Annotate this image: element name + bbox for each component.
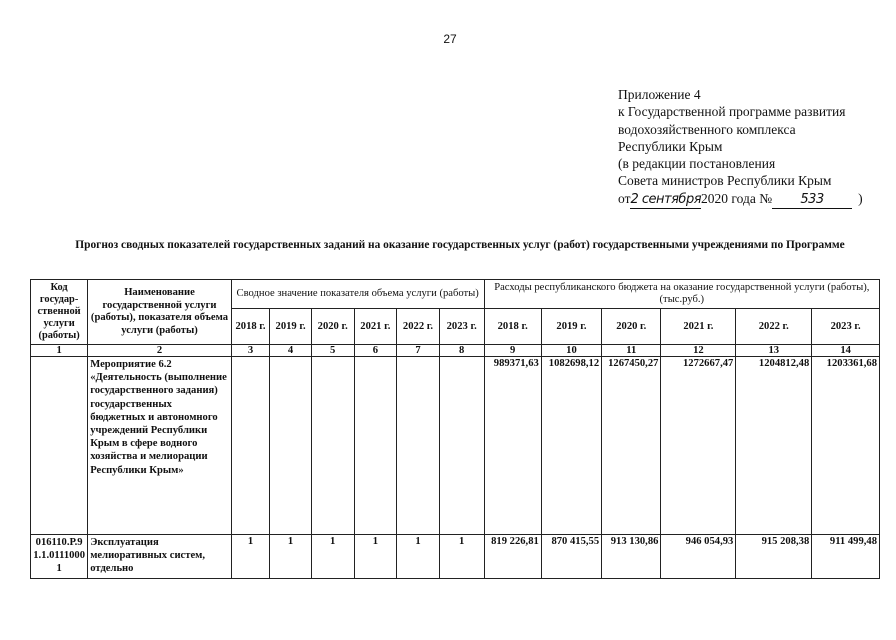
row-expense: 915 208,38 bbox=[736, 535, 812, 579]
row-name: Эксплуатация мелиоративных систем, отдельно bbox=[88, 535, 232, 579]
header-year: 2018 г. bbox=[484, 309, 541, 345]
appendix-line: Совета министров Республики Крым bbox=[618, 173, 832, 189]
column-number-row bbox=[31, 345, 880, 357]
column-number: 6 bbox=[354, 345, 397, 357]
row-volume bbox=[270, 357, 312, 535]
document-title: Прогноз сводных показателей государственных заданий на оказание государственных услуг (работ) государственными учреждениями по Программе bbox=[75, 239, 845, 251]
row-expense: 1204812,48 bbox=[736, 357, 812, 535]
row-volume bbox=[311, 357, 354, 535]
column-number: 11 bbox=[602, 345, 661, 357]
column-number: 8 bbox=[439, 345, 484, 357]
row-expense: 989371,63 bbox=[484, 357, 541, 535]
header-name: Наименование государственной услуги (работы), показателя объема услуги (работы) bbox=[88, 280, 232, 345]
row-code bbox=[31, 357, 88, 535]
header-year: 2020 г. bbox=[311, 309, 354, 345]
appendix-line: (в редакции постановления bbox=[618, 156, 776, 172]
appendix-block bbox=[618, 86, 863, 209]
column-number: 4 bbox=[270, 345, 312, 357]
appendix-line: Приложение 4 bbox=[618, 87, 701, 102]
header-expense-group: Расходы республиканского бюджета на оказание государственной услуги (работы), (тыс.руб.) bbox=[484, 280, 879, 309]
handwritten-date: 2 сентября bbox=[630, 191, 701, 209]
row-expense: 1203361,68 bbox=[812, 357, 880, 535]
row-name: Мероприятие 6.2 «Деятельность (выполнение государственного задания) государственных бюджетных и автономного учреждений Республики Крым в сфере водного хозяйства и мелиорации Республики Крым» bbox=[88, 357, 232, 535]
table-row bbox=[31, 535, 880, 579]
column-number: 14 bbox=[812, 345, 880, 357]
header-year: 2023 г. bbox=[439, 309, 484, 345]
row-volume: 1 bbox=[311, 535, 354, 579]
row-expense: 1272667,47 bbox=[661, 357, 736, 535]
header-year: 2020 г. bbox=[602, 309, 661, 345]
appendix-line: Республики Крым bbox=[618, 138, 723, 154]
forecast-table bbox=[30, 279, 880, 579]
header-code: Код государ-ственной услуги (работы) bbox=[31, 280, 88, 345]
header-year: 2022 г. bbox=[397, 309, 440, 345]
column-number: 10 bbox=[541, 345, 601, 357]
column-number: 1 bbox=[31, 345, 88, 357]
header-row-1 bbox=[31, 280, 880, 309]
appendix-line: водохозяйственного комплекса bbox=[618, 121, 796, 137]
column-number: 5 bbox=[311, 345, 354, 357]
row-expense: 819 226,81 bbox=[484, 535, 541, 579]
page-number: 27 bbox=[443, 32, 457, 46]
date-suffix: 2020 года № bbox=[701, 190, 773, 206]
appendix-line: к Государственной программе развития bbox=[618, 104, 846, 120]
row-volume: 1 bbox=[439, 535, 484, 579]
header-year: 2021 г. bbox=[661, 309, 736, 345]
row-volume bbox=[231, 357, 269, 535]
row-expense: 870 415,55 bbox=[541, 535, 601, 579]
header-year: 2019 г. bbox=[270, 309, 312, 345]
table-row bbox=[31, 357, 880, 535]
header-year: 2018 г. bbox=[231, 309, 269, 345]
row-volume bbox=[354, 357, 397, 535]
column-number: 13 bbox=[736, 345, 812, 357]
row-volume: 1 bbox=[270, 535, 312, 579]
row-volume bbox=[439, 357, 484, 535]
header-year: 2022 г. bbox=[736, 309, 812, 345]
closing-paren: ) bbox=[858, 190, 863, 206]
handwritten-number: 533 bbox=[772, 191, 852, 209]
appendix-date-line bbox=[618, 190, 863, 209]
header-year: 2023 г. bbox=[812, 309, 880, 345]
row-expense: 1267450,27 bbox=[602, 357, 661, 535]
column-number: 7 bbox=[397, 345, 440, 357]
header-year: 2021 г. bbox=[354, 309, 397, 345]
column-number: 12 bbox=[661, 345, 736, 357]
row-volume: 1 bbox=[231, 535, 269, 579]
header-year: 2019 г. bbox=[541, 309, 601, 345]
row-volume: 1 bbox=[354, 535, 397, 579]
row-expense: 913 130,86 bbox=[602, 535, 661, 579]
column-number: 3 bbox=[231, 345, 269, 357]
row-expense: 911 499,48 bbox=[812, 535, 880, 579]
row-expense: 1082698,12 bbox=[541, 357, 601, 535]
date-prefix: от bbox=[618, 190, 631, 206]
column-number: 9 bbox=[484, 345, 541, 357]
row-code: 016110.Р.91.1.01110001 bbox=[31, 535, 88, 579]
column-number: 2 bbox=[88, 345, 232, 357]
header-volume-group: Сводное значение показателя объема услуги (работы) bbox=[231, 280, 484, 309]
row-expense: 946 054,93 bbox=[661, 535, 736, 579]
row-volume bbox=[397, 357, 440, 535]
row-volume: 1 bbox=[397, 535, 440, 579]
